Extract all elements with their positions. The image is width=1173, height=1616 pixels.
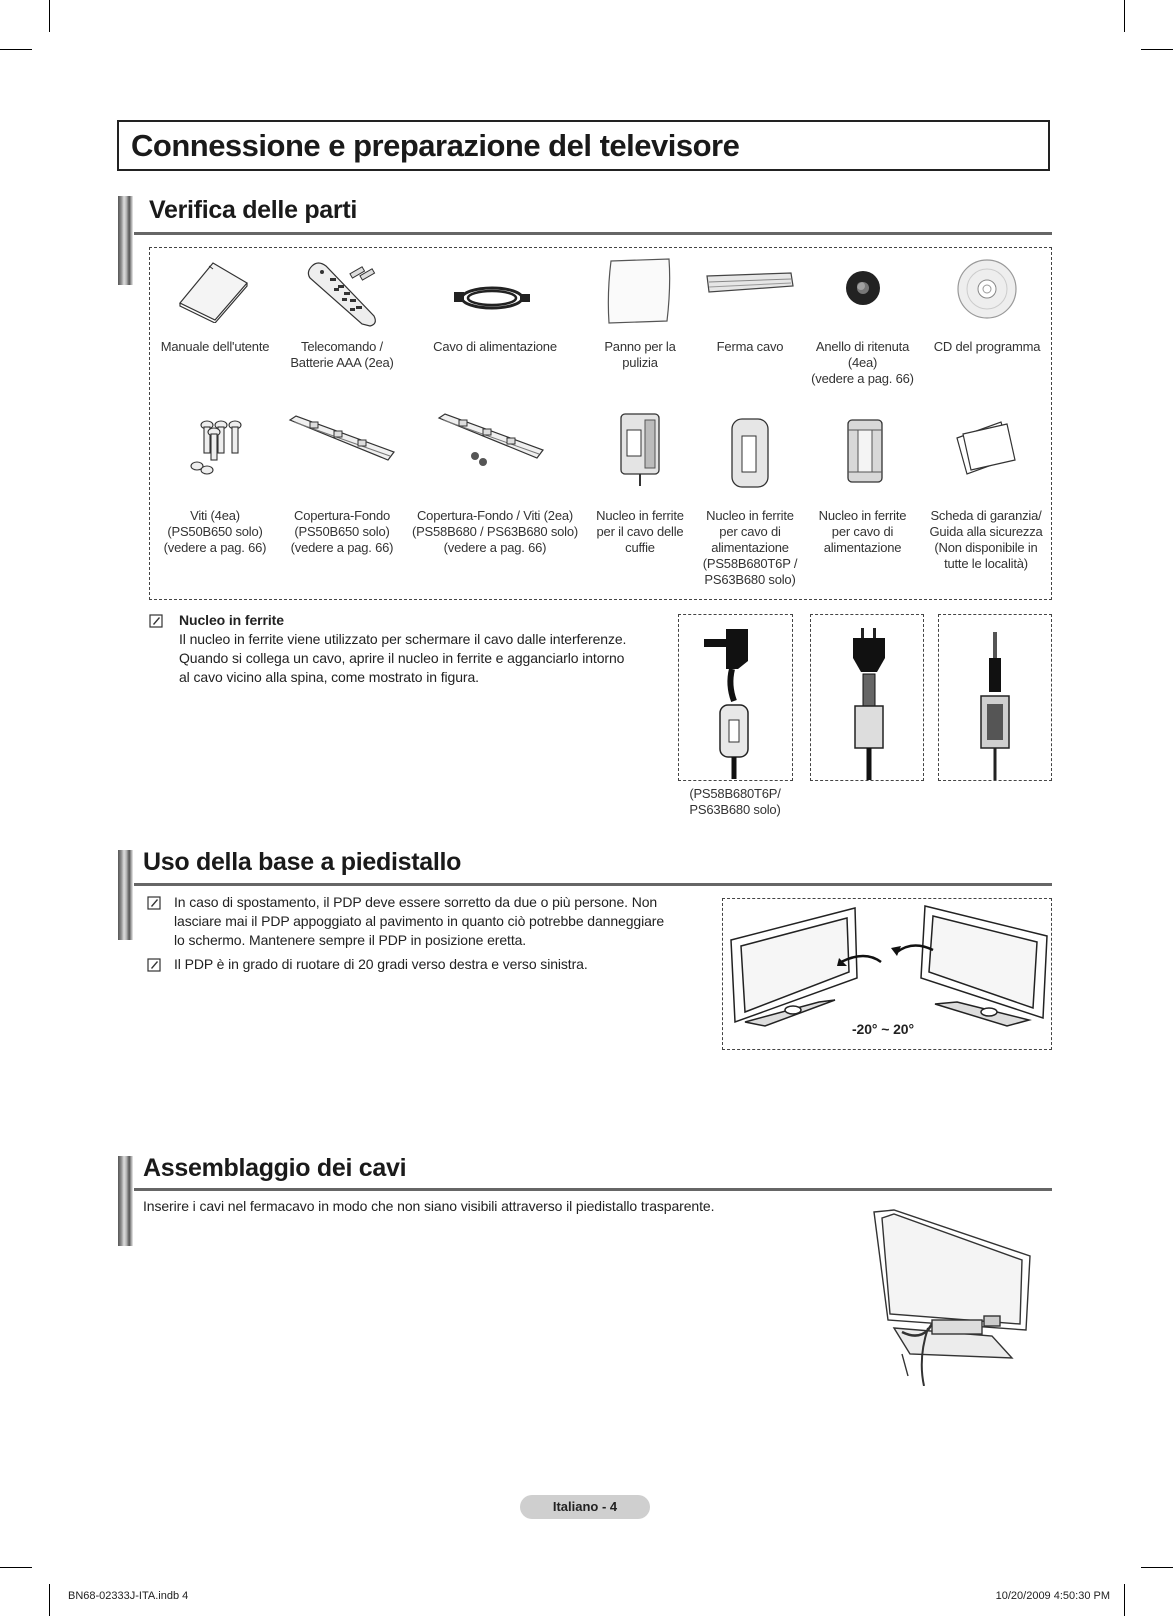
tv-back-cable-illustration [872, 1208, 1032, 1386]
ferrite-note-title: Nucleo in ferrite [179, 612, 284, 628]
part-label: Panno per la pulizia [604, 339, 676, 370]
ferrite-headphone-icon [617, 410, 663, 488]
part-label: CD del programma [933, 339, 1041, 354]
section-heading-cables: Assemblaggio dei cavi [143, 1154, 407, 1182]
footer-timestamp: 10/20/2009 4:50:30 PM [995, 1590, 1110, 1602]
section-heading-parts: Verifica delle parti [149, 196, 357, 224]
stand-note-1: In caso di spostamento, il PDP deve essere sorretto da due o più persone. Non lasciare mai il PDP appoggiato al pavimento in quanto ciò potrebbe danneggiare lo schermo. Mantenere sempre il PDP in posizione eretta. [174, 894, 665, 948]
plug-ferrite-icon-2 [845, 628, 895, 780]
headphone-plug-ferrite-icon [975, 632, 1015, 780]
section-bar [118, 196, 133, 285]
page-title: Connessione e preparazione del televisore [131, 128, 740, 163]
remote-icon [304, 258, 382, 328]
part-label: Nucleo in ferrite per cavo di alimentazione [818, 508, 907, 555]
page-number-label: Italiano - 4 [520, 1495, 650, 1519]
part-label: Ferma cavo [716, 339, 784, 354]
note-icon [149, 614, 163, 628]
part-label: Nucleo in ferrite per il cavo delle cuffie [596, 508, 684, 555]
cover-bottom-screws-icon [435, 412, 547, 468]
part-label: Scheda di garanzia/ Guida alla sicurezza (Non disponibile in tutte le località) [929, 508, 1043, 571]
section-rule [134, 1188, 1052, 1191]
part-label: Copertura-Fondo / Viti (2ea) (PS58B680 / PS63B680 solo) (vedere a pag. 66) [411, 508, 579, 555]
section-rule [134, 883, 1052, 886]
section-rule [134, 232, 1052, 235]
part-label: Manuale dell'utente [160, 339, 270, 354]
stand-note-2: Il PDP è in grado di ruotare di 20 gradi verso destra e verso sinistra. [174, 956, 588, 972]
part-label: Nucleo in ferrite per cavo di alimentazione (PS58B680T6P / PS63B680 solo) [702, 508, 798, 587]
warranty-card-icon [955, 420, 1019, 476]
power-cord-icon [452, 280, 532, 316]
part-label: Viti (4ea) (PS50B650 solo) (vedere a pag. 66) [163, 508, 267, 555]
section-bar [118, 850, 133, 940]
ferrite-note-text: Il nucleo in ferrite viene utilizzato per schermare il cavo dalle interferenze. Quando si collega un cavo, aprire il nucleo in ferrite e agganciarlo intorno al cavo vicino alla spina, come mostrato in figura. [179, 631, 627, 685]
cover-bottom-icon [286, 414, 398, 464]
note-icon [147, 958, 161, 972]
ferrite-power-icon [729, 416, 771, 490]
ferrite-power-icon-2 [844, 416, 886, 486]
footer-file-info: BN68-02333J-ITA.indb 4 [68, 1590, 189, 1602]
part-label: Anello di ritenuta (4ea) (vedere a pag. 66) [811, 339, 914, 386]
part-label: Telecomando / Batterie AAA (2ea) [290, 339, 394, 370]
part-label: Copertura-Fondo (PS50B650 solo) (vedere a pag. 66) [290, 508, 394, 555]
section-heading-stand: Uso della base a piedistallo [143, 848, 462, 876]
page-title-box [117, 120, 1050, 171]
note-icon [147, 896, 161, 910]
plug-ferrite-icon-1 [700, 625, 770, 779]
rotation-label: -20° ~ 20° [852, 1021, 914, 1037]
cables-text: Inserire i cavi nel fermacavo in modo che non siano visibili attraverso il piedistallo trasparente. [143, 1198, 715, 1214]
screws-icon [185, 418, 249, 476]
ring-icon [843, 268, 883, 308]
cd-icon [956, 258, 1018, 320]
ferrite-figure-caption: (PS58B680T6P/ PS63B680 solo) [689, 786, 781, 817]
part-label: Cavo di alimentazione [433, 339, 557, 354]
manual-icon [175, 258, 250, 323]
section-bar [118, 1156, 133, 1246]
cloth-icon [605, 257, 675, 327]
cable-holder-icon [705, 270, 795, 296]
